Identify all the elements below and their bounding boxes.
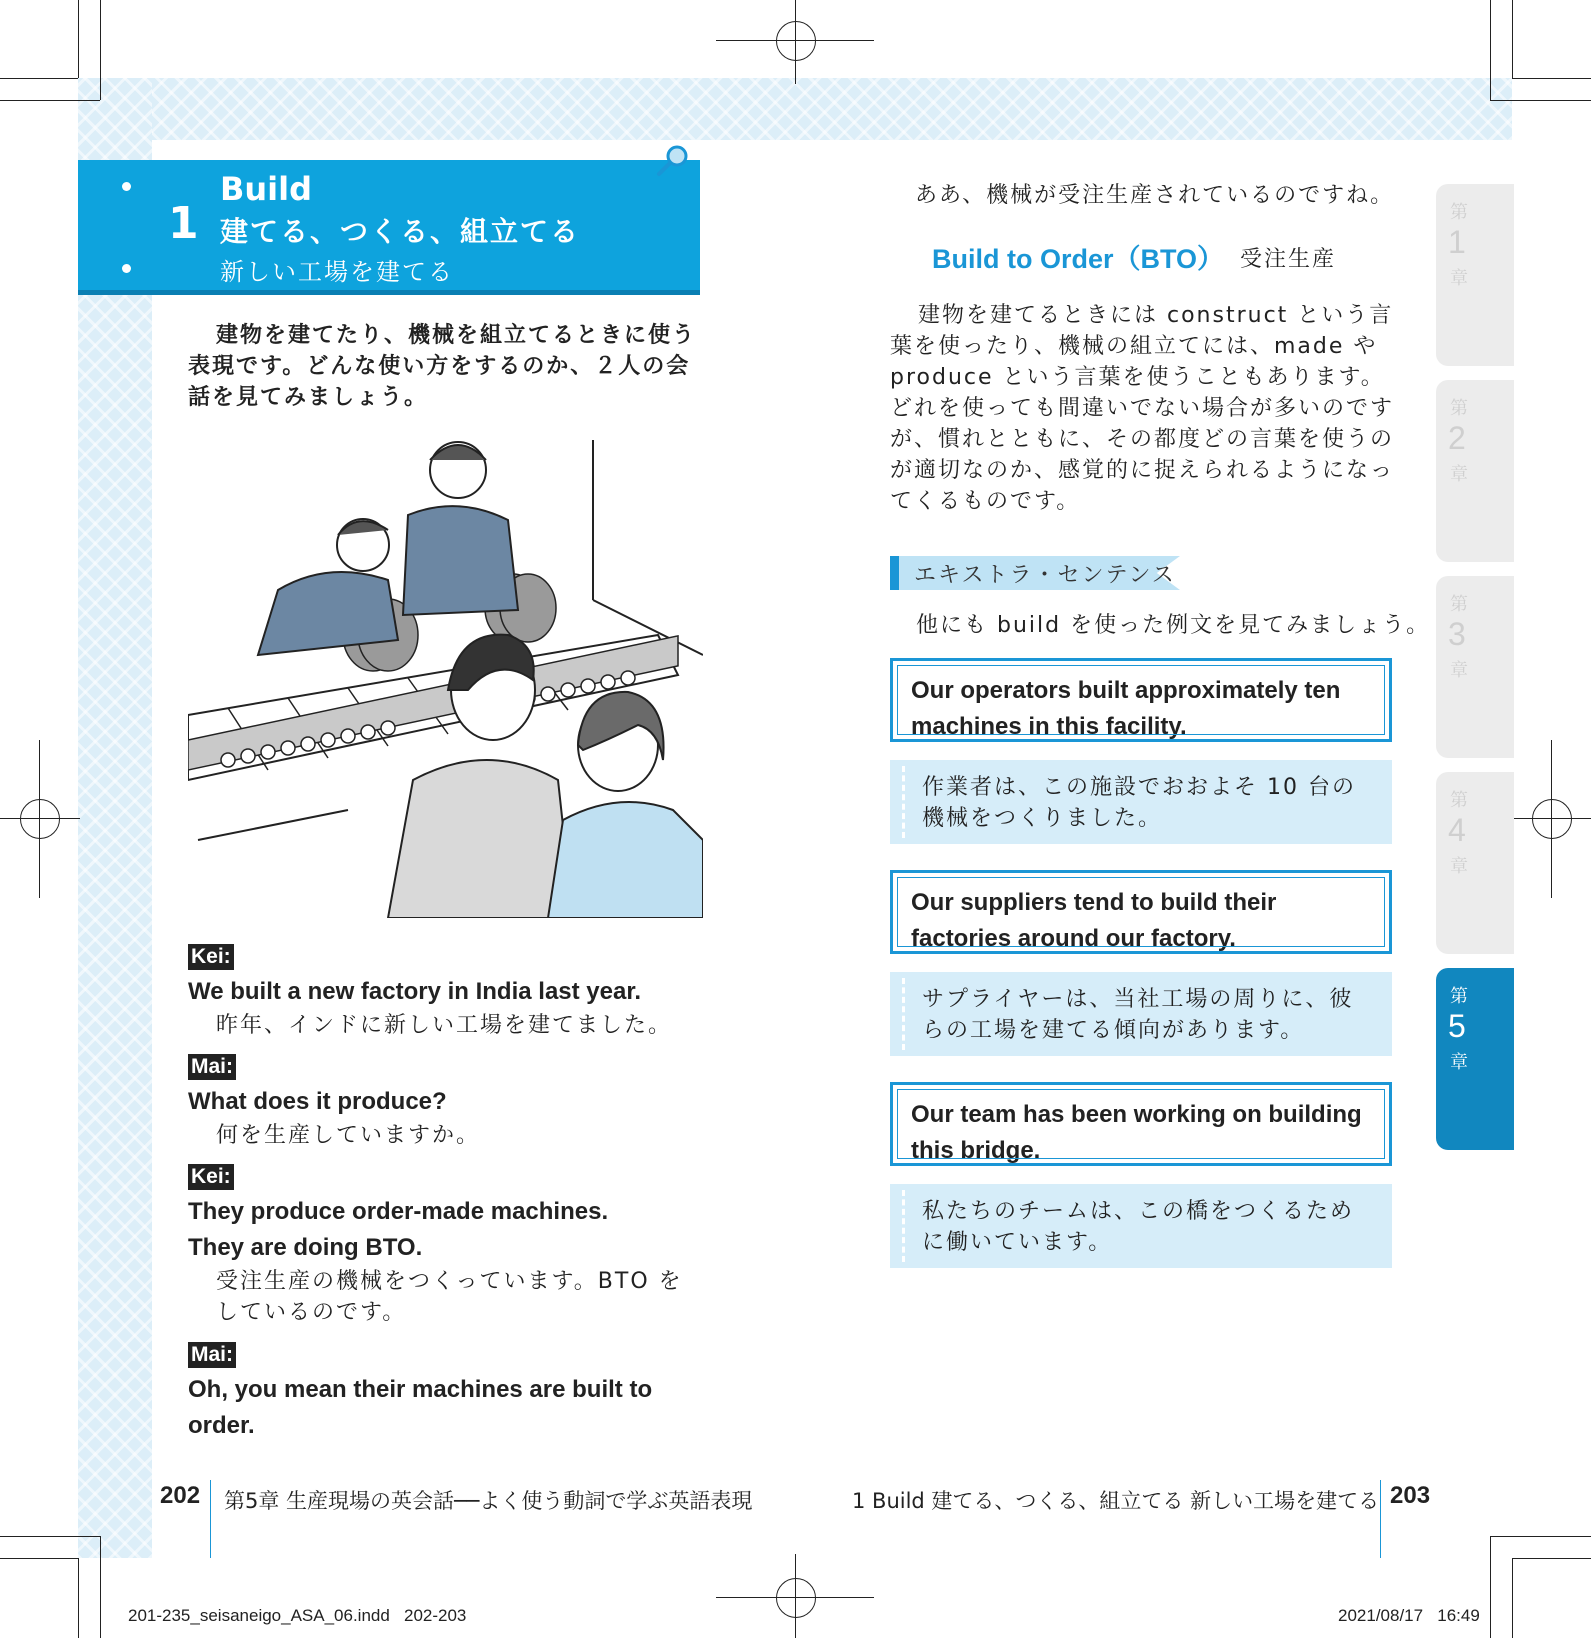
dialogue-english: What does it produce? [188, 1088, 447, 1115]
example-english-box: Our suppliers tend to build their factories around our factory. [890, 870, 1392, 954]
footer-rule [210, 1480, 211, 1558]
explanation-text: 建物を建てるときには construct という言葉を使ったり、機械の組立てには、made や produce という言葉を使うこともあります。どれを使っても間違いでない場合が多いのですが、慣れとともに、その都度どの言葉を使うのが適切なのか、感覚的に捉えられるようになってくるものです。 [890, 303, 1395, 514]
chapter-tab-4[interactable] [1436, 772, 1514, 954]
dialogue-japanese: 昨年、インドに新しい工場を建てました。 [216, 1013, 673, 1038]
dialogue-1 [188, 944, 708, 1041]
bullet-dot [122, 264, 131, 273]
title-japanese: 建てる、つくる、組立てる [220, 215, 581, 248]
speaker-label: Kei: [188, 944, 234, 970]
left-page-number: 202 [160, 1482, 201, 1509]
right-running-head: 1 Build 建てる、つくる、組立てる 新しい工場を建てる [852, 1489, 1380, 1513]
dialogue-3 [188, 1164, 700, 1328]
tab-number: 2 [1448, 420, 1466, 456]
tab-sho: 章 [1450, 856, 1468, 877]
chapter-tab-2[interactable] [1436, 380, 1514, 562]
extra-sentence-label: エキストラ・センテンス [914, 563, 1176, 588]
term-japanese: 受注生産 [1240, 247, 1337, 272]
dialogue-2 [188, 1054, 708, 1151]
term-english: Build to Order（BTO） [932, 244, 1225, 274]
tab-sho: 章 [1450, 464, 1468, 485]
tab-dai: 第 [1450, 202, 1468, 223]
intro-paragraph [188, 320, 703, 413]
tab-sho: 章 [1450, 660, 1468, 681]
tab-sho: 章 [1450, 268, 1468, 289]
dialogue-japanese: 受注生産の機械をつくっています。BTO をしているのです。 [216, 1269, 683, 1325]
tab-dai: 第 [1450, 986, 1468, 1007]
left-running-head: 第5章 生産現場の英会話──よく使う動詞で学ぶ英語表現 [224, 1489, 753, 1513]
dialogue-4 [188, 1342, 703, 1444]
example-japanese-box: サプライヤーは、当社工場の周りに、彼らの工場を建てる傾向があります。 [890, 972, 1392, 1056]
right-page-number: 203 [1390, 1482, 1431, 1509]
title-english: Build [220, 170, 313, 208]
tab-sho: 章 [1450, 1052, 1468, 1073]
dialogue-english: Oh, you mean their machines are built to order. [188, 1376, 653, 1439]
extra-sentence-label-bar [890, 556, 899, 590]
lesson-number: 1 [168, 198, 199, 249]
slug-filename: 201-235_seisaneigo_ASA_06.indd 202-203 [128, 1606, 467, 1625]
example-english-box: Our team has been working on building this bridge. [890, 1082, 1392, 1166]
dialogue-japanese: 何を生産していますか。 [216, 1123, 481, 1148]
footer-rule [1380, 1480, 1381, 1558]
chapter-tab-1[interactable] [1436, 184, 1514, 366]
extra-sentence-intro: 他にも build を使った例文を見てみましょう。 [916, 613, 1431, 638]
tab-dai: 第 [1450, 790, 1468, 811]
tab-dai: 第 [1450, 398, 1468, 419]
intro-text: 建物を建てたり、機械を組立てるときに使う表現です。どんな使い方をするのか、２人の会話を見てみましょう。 [188, 323, 697, 410]
title-subtitle: 新しい工場を建てる [220, 258, 454, 286]
tab-number: 3 [1448, 616, 1466, 652]
section-title-box [78, 160, 700, 295]
chapter-tab-5[interactable] [1436, 968, 1514, 1150]
top-pattern-band [78, 78, 1512, 140]
example-japanese-box: 作業者は、この施設でおおよそ 10 台の機械をつくりました。 [890, 760, 1392, 844]
speaker-label: Mai: [188, 1054, 236, 1080]
bullet-dot [122, 182, 131, 191]
tab-dai: 第 [1450, 594, 1468, 615]
speaker-label: Mai: [188, 1342, 236, 1368]
right-intro-line: ああ、機械が受注生産されているのですね。 [915, 183, 1395, 208]
slug-date: 2021/08/17 16:49 [1338, 1606, 1480, 1625]
left-pattern-band [78, 78, 152, 1558]
magnifier-icon [656, 144, 690, 178]
tab-number: 1 [1448, 224, 1466, 260]
dialogue-english: They produce order-made machines. They are doing BTO. [188, 1198, 609, 1261]
explanation-paragraph [890, 300, 1400, 517]
dialogue-english: We built a new factory in India last year. [188, 978, 642, 1005]
chapter-tab-3[interactable] [1436, 576, 1514, 758]
speaker-label: Kei: [188, 1164, 234, 1190]
tab-number: 4 [1448, 812, 1466, 848]
factory-workers-illustration [188, 440, 703, 918]
example-english-box: Our operators built approximately ten machines in this facility. [890, 658, 1392, 742]
tab-number: 5 [1448, 1008, 1466, 1044]
example-japanese-box: 私たちのチームは、この橋をつくるために働いています。 [890, 1184, 1392, 1268]
